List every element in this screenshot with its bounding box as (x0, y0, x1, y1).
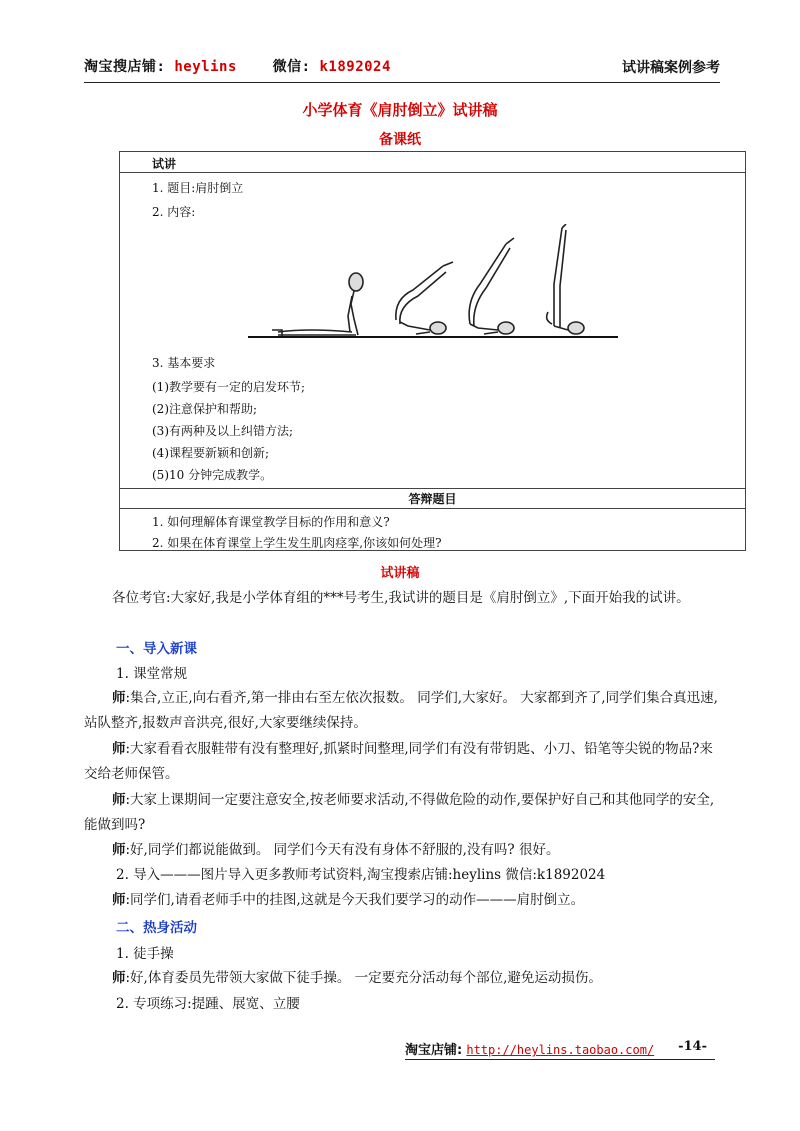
requirement-item: (1)教学要有一定的启发环节; (152, 380, 306, 394)
divider (120, 488, 745, 489)
page-header (84, 56, 720, 83)
shoulder-stand-illustration (248, 224, 618, 344)
paragraph-text: :好,同学们都说能做到。 同学们今天有没有身体不舒服的,没有吗? 很好。 (125, 842, 560, 858)
requirements-title: 3. 基本要求 (152, 356, 216, 370)
wechat-id: k1892024 (319, 59, 391, 75)
teacher-paragraph-4 (84, 838, 724, 863)
shop-label: 淘宝搜店铺: (84, 59, 166, 75)
requirement-item: (2)注意保护和帮助; (152, 402, 258, 416)
topic-line: 1. 题目:肩肘倒立 (152, 181, 244, 195)
divider (120, 508, 745, 509)
teacher-paragraph-1 (84, 686, 724, 736)
question-item: 1. 如何理解体育课堂教学目标的作用和意义? (152, 515, 390, 529)
section-heading-warmup: 二、热身活动 (116, 920, 197, 936)
footer-shop-link[interactable]: http://heylins.taobao.com/ (466, 1043, 655, 1057)
section-caption-defense: 答辩题目 (408, 492, 457, 506)
teacher-label: 师 (112, 892, 126, 908)
requirement-item: (5)10 分钟完成教学。 (152, 468, 273, 482)
intro-paragraph: 各位考官:大家好,我是小学体育组的***号考生,我试讲的题目是《肩肘倒立》,下面开始我的试讲。 (112, 590, 690, 606)
teacher-paragraph-3 (84, 788, 724, 838)
footer-label: 淘宝店铺: (405, 1043, 463, 1058)
section-caption-trial: 试讲 (152, 157, 177, 171)
item-classroom-routine: 1. 课堂常规 (116, 666, 188, 682)
page-number: -14- (678, 1039, 707, 1054)
item-picture-intro: 2. 导入———图片导入更多教师考试资料,淘宝搜索店铺:heylins 微信:k1892024 (116, 867, 606, 883)
item-special-practice: 2. 专项练习:提踵、展宽、立腰 (116, 996, 300, 1012)
teacher-label: 师 (112, 690, 126, 706)
divider (120, 172, 745, 173)
teacher-paragraph-6 (84, 966, 724, 991)
teacher-paragraph-2 (84, 737, 724, 787)
page-footer (405, 1039, 715, 1060)
shop-name: heylins (174, 59, 237, 75)
lesson-prep-box (119, 151, 746, 551)
item-freehand-exercise: 1. 徒手操 (116, 946, 174, 962)
question-item: 2. 如果在体育课堂上学生发生肌肉痉挛,你该如何处理? (152, 536, 442, 550)
section-heading-intro: 一、导入新课 (116, 641, 197, 657)
paragraph-text: :集合,立正,向右看齐,第一排由右至左依次报数。 同学们,大家好。 大家都到齐了,同学们集合真迅速,站队整齐,报数声音洪亮,很好,大家要继续保持。 (84, 690, 718, 731)
requirement-item: (4)课程要新颖和创新; (152, 446, 270, 460)
paragraph-text: :同学们,请看老师手中的挂图,这就是今天我们要学习的动作———肩肘倒立。 (125, 892, 585, 908)
teacher-label: 师 (112, 792, 126, 808)
paragraph-text: :大家看看衣服鞋带有没有整理好,抓紧时间整理,同学们有没有带钥匙、小刀、铅笔等尖锐的物品?来交给老师保管。 (84, 741, 713, 782)
paragraph-text: :大家上课期间一定要注意安全,按老师要求活动,不得做危险的动作,要保护好自己和其他同学的安全,能做到吗? (84, 792, 715, 833)
document-title: 小学体育《肩肘倒立》试讲稿 (302, 101, 498, 119)
header-shop-info (84, 56, 391, 76)
requirement-item: (3)有两种及以上纠错方法; (152, 424, 294, 438)
content-line: 2. 内容: (152, 205, 196, 219)
script-heading: 试讲稿 (380, 566, 420, 581)
teacher-label: 师 (112, 842, 126, 858)
wechat-label: 微信: (272, 59, 311, 75)
teacher-paragraph-5 (84, 888, 724, 913)
document-subtitle: 备课纸 (379, 132, 421, 148)
header-right-title: 试讲稿案例参考 (622, 60, 720, 76)
paragraph-text: :好,体育委员先带领大家做下徒手操。 一定要充分活动每个部位,避免运动损伤。 (125, 970, 602, 986)
teacher-label: 师 (112, 741, 126, 757)
teacher-label: 师 (112, 970, 126, 986)
